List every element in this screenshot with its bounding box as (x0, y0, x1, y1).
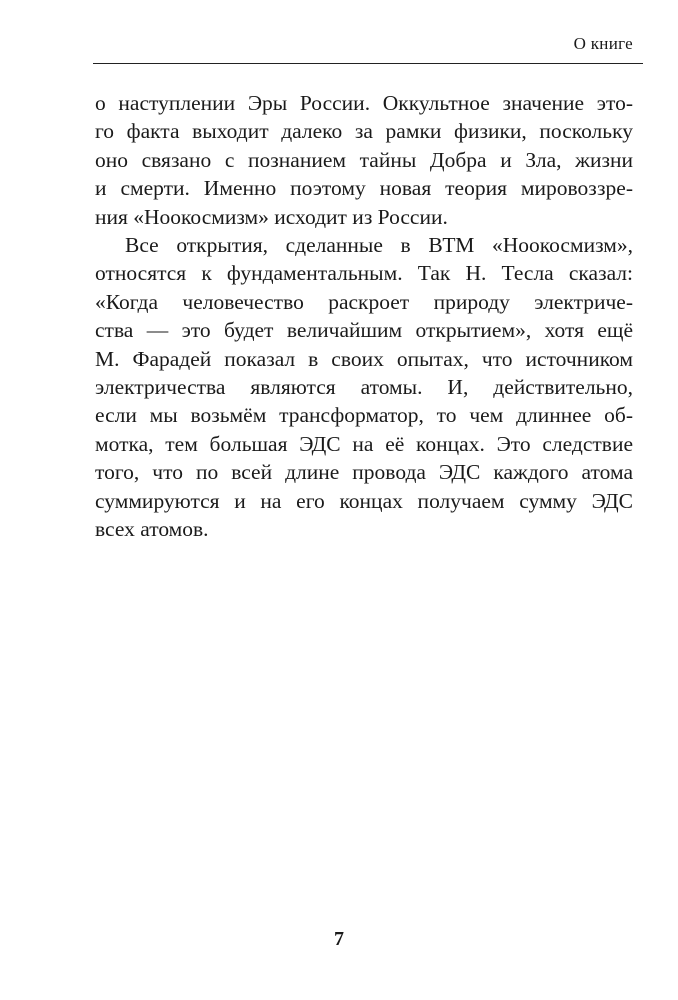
text-line: М. Фарадей показал в своих опытах, что источником (95, 346, 633, 371)
text-line: Все открытия, сделанные в ВТМ «Ноокосмизм», (125, 233, 633, 258)
text-line: го факта выходит далеко за рамки физики, поскольку (95, 119, 633, 144)
text-line: о наступлении Эры России. Оккультное значение это- (95, 91, 633, 115)
text-line: электричества являются атомы. И, действительно, (95, 375, 633, 400)
text-line: всех атомов. (95, 517, 209, 542)
text-line: оно связано с познанием тайны Добра и Зла, жизни (95, 147, 633, 172)
body-text (95, 89, 633, 544)
text-line: относятся к фундаментальным. Так Н. Тесла сказал: (95, 261, 633, 286)
text-line: того, что по всей длине провода ЭДС каждого атома (95, 460, 633, 485)
paragraph-1 (95, 89, 633, 231)
text-line: суммируются и на его концах получаем сумму ЭДС (95, 488, 633, 513)
text-line: и смерти. Именно поэтому новая теория мировоззре- (95, 176, 633, 201)
running-head-title: О книге (573, 34, 633, 53)
text-line: «Когда человечество раскроет природу электриче- (95, 289, 633, 314)
text-line: если мы возьмём трансформатор, то чем длиннее об- (95, 403, 633, 428)
text-line: ния «Ноокосмизм» исходит из России. (95, 204, 448, 229)
page-number: 7 (334, 928, 344, 950)
paragraph-2 (95, 231, 633, 543)
text-line: ства — это будет величайшим открытием», хотя ещё (95, 318, 633, 343)
text-line: мотка, тем большая ЭДС на её концах. Это следствие (95, 431, 633, 456)
header-rule (93, 63, 643, 64)
